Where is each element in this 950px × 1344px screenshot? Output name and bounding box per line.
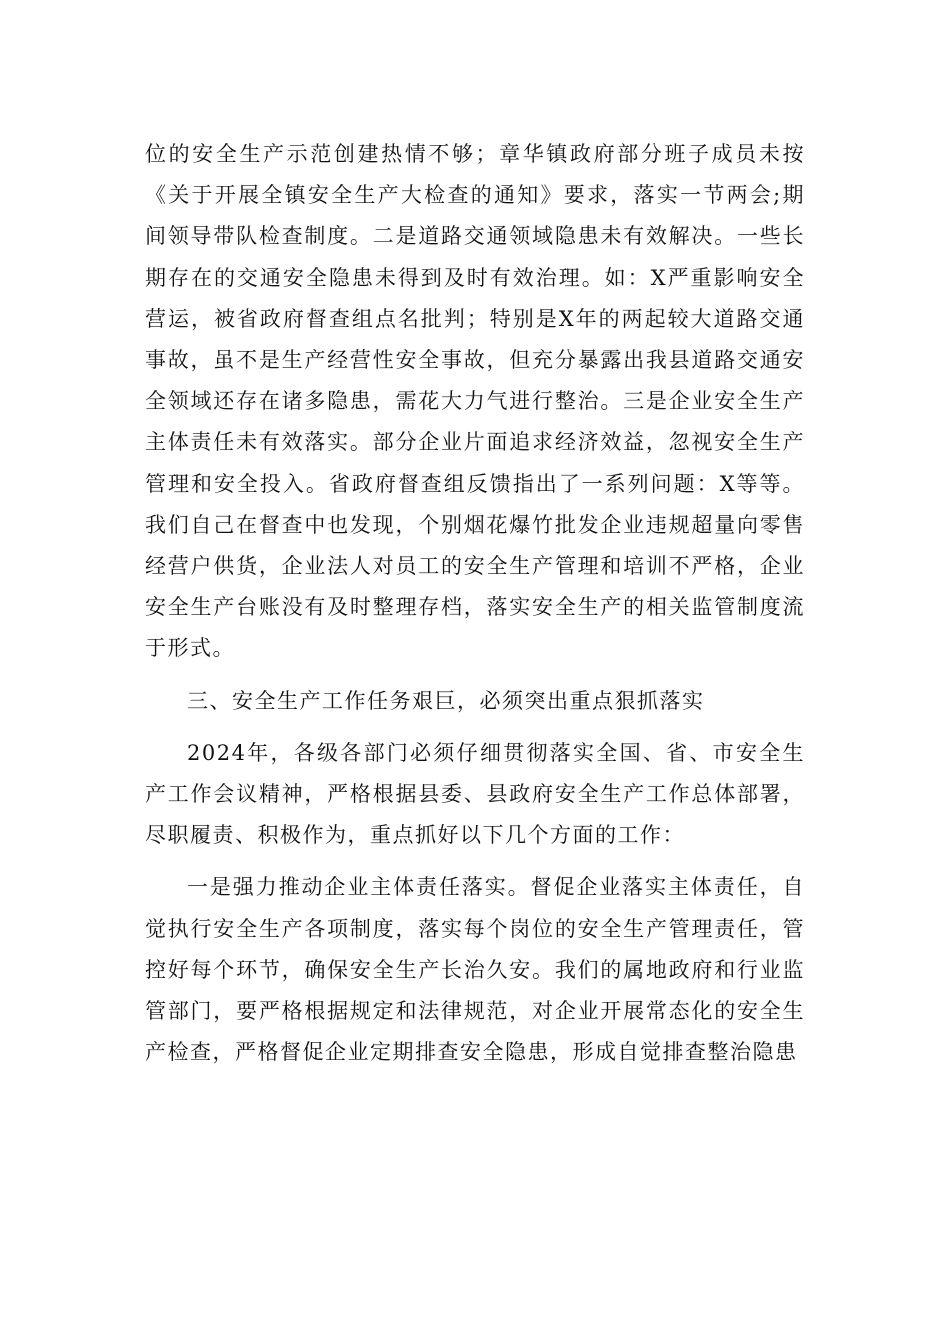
- paragraph-item-one: 一是强力推动企业主体责任落实。督促企业落实主体责任，自觉执行安全生产各项制度，落实每个岗位的安全生产管理责任，管控好每个环节，确保安全生产长治久安。我们的属地政府和行业监管部门，要严格根据规定和法律规范，对企业开展常态化的安全生产检查，严格督促企业定期排查安全隐患，形成自觉排查整治隐患: [145, 875, 805, 1065]
- paragraph-intro: 2024年，各级各部门必须仔细贯彻落实全国、省、市安全生产工作会议精神，严格根据县委、县政府安全生产工作总体部署，尽职履责、积极作为，重点抓好以下几个方面的工作：: [145, 740, 805, 848]
- section-heading: 三、安全生产工作任务艰巨，必须突出重点狠抓落实: [187, 688, 705, 713]
- paragraph-continuation: 位的安全生产示范创建热情不够；章华镇政府部分班子成员未按《关于开展全镇安全生产大检查的通知》要求，落实一节两会;期间领导带队检查制度。二是道路交通领域隐患未有效解决。一些长期存在的交通安全隐患未得到及时有效治理。如：X严重影响安全营运，被省政府督查组点名批判；特别是X年的两起较大道路交通事故，虽不是生产经营性安全事故，但充分暴露出我县道路交通安全领域还存在诸多隐患，需花大力气进行整治。三是企业安全生产主体责任未有效落实。部分企业片面追求经济效益，忽视安全生产管理和安全投入。省政府督查组反馈指出了一系列问题：X等等。我们自己在督查中也发现，个别烟花爆竹批发企业违规超量向零售经营户供货，企业法人对员工的安全生产管理和培训不严格，企业安全生产台账没有及时整理存档，落实安全生产的相关监管制度流于形式。: [145, 142, 805, 661]
- document-page: [145, 134, 805, 1084]
